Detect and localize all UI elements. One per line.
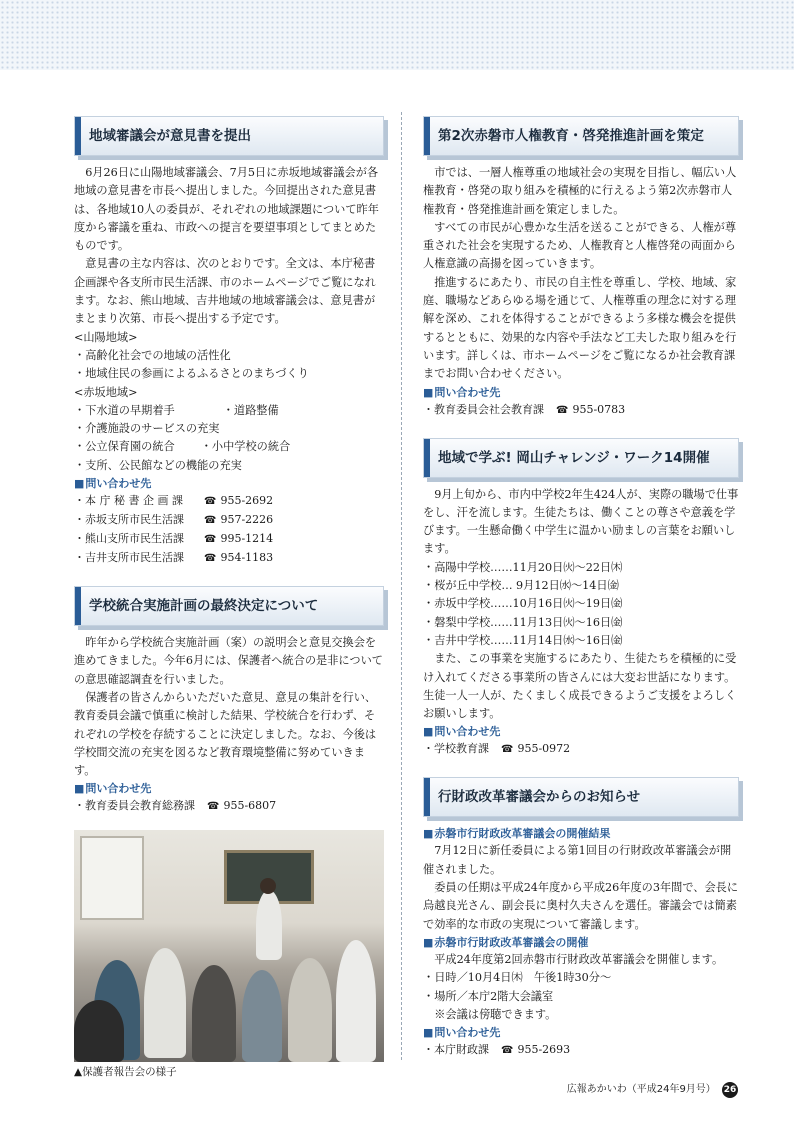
page-number: 26 <box>722 1082 738 1098</box>
contact-tel: 995-1214 <box>220 532 274 546</box>
contact-label: ■ 問い合わせ先 <box>74 475 384 492</box>
section-title: 学校統合実施計画の最終決定について <box>89 598 319 615</box>
section-regional-council <box>74 116 384 568</box>
contact-tel: 957-2226 <box>220 513 274 527</box>
photo-speaker <box>256 890 282 960</box>
schedule-item: ・赤坂中学校……10月16日㈫～19日㈮ <box>423 597 623 611</box>
phone-icon: ☎ <box>207 801 220 813</box>
meeting-photo <box>74 830 384 1062</box>
paragraph: 推進するにあたり、市民の自主性を尊重し、学校、地域、家庭、職場などあらゆる場を通じて、人権尊重の理念に対する理解を深め、これを体得することができるよう多様な機会を提供するとともに、効果的な内容や手法など工夫した取り組みを行います。詳しくは、市ホームページをご覧になるか社会教育課までお問い合わせください。 <box>423 275 737 381</box>
meeting-place: ・場所／本庁2階大会議室 <box>423 989 554 1003</box>
meeting-date: ・日時／10月4日㈭ 午後1時30分～ <box>423 971 612 985</box>
contact-row <box>423 740 739 759</box>
paragraph: また、この事業を実施するにあたり、生徒たちを積極的に受け入れてくださる事業所の皆さんには大変お世話になります。生徒一人一人が、たくましく成長できるようご支援をよろしくお願いします。 <box>423 652 737 721</box>
contact-row <box>423 1041 739 1060</box>
left-column <box>74 116 384 1098</box>
section-heading <box>423 116 739 156</box>
section-school-merger <box>74 586 384 1080</box>
section-heading <box>423 438 739 478</box>
contact-label: ■ 問い合わせ先 <box>423 723 739 740</box>
list-heading: <山陽地域> <box>74 330 138 344</box>
section-challenge-work <box>423 438 739 760</box>
section-title: 地域審議会が意見書を提出 <box>89 128 251 144</box>
phone-icon: ☎ <box>204 515 217 527</box>
contact-tel: 955-0972 <box>517 742 571 756</box>
paragraph: 平成24年度第2回赤磐市行財政改革審議会を開催します。 <box>434 952 724 966</box>
contact-row <box>423 401 739 420</box>
list-item: ・支所、公民館などの機能の充実 <box>74 458 242 472</box>
meeting-note: ※会議は傍聴できます。 <box>434 1007 557 1021</box>
photo-window <box>80 836 144 920</box>
phone-icon: ☎ <box>204 496 217 508</box>
contact-name: ・本庁財政課 <box>423 1043 489 1057</box>
paragraph: すべての市民が心豊かな生活を送ることができる、人権が尊重された社会を実現するため、人権教育と人権啓発の両面から人権意識の高揚を図っていきます。 <box>423 220 737 271</box>
paragraph: 9月上旬から、市内中学校2年生424人が、実際の職場で仕事をし、汗を流します。生徒たちは、働くことの尊さや意義を学びます。一生懸命働く中学生に温かい励ましの言葉をお願いします。 <box>423 487 739 556</box>
schedule-item: ・磐梨中学校……11月13日㈫～16日㈮ <box>423 615 623 629</box>
paragraph: 委員の任期は平成24年度から平成26年度の3年間で、会長に烏越良光さん、副会長に奥村久夫さんを選任。審議会では簡素で効率的な市政の実現について審議します。 <box>423 881 739 931</box>
publication-name: 広報あかいわ（平成24年9月号） <box>566 1084 716 1095</box>
paragraph: 市では、一層人権尊重の地域社会の実現を目指し、幅広い人権教育・啓発の取り組みを積極的に行えるよう第2次赤磐市人権教育・啓発推進計画を策定しました。 <box>423 166 737 216</box>
list-item: ・高齢化社会での地域の活性化 <box>74 348 231 362</box>
contact-tel: 955-6807 <box>223 799 277 813</box>
list-row <box>74 402 384 420</box>
list-item: ・下水道の早期着手 <box>74 403 175 417</box>
phone-icon: ☎ <box>204 534 217 546</box>
right-column <box>423 116 739 1078</box>
list-item: ・道路整備 <box>222 403 279 417</box>
contact-row <box>74 549 384 568</box>
list-row <box>74 438 384 456</box>
paragraph: 昨年から学校統合実施計画（案）の説明会と意見交換会を進めてきました。今年6月には、保護者へ統合の是非についての意思確認調査を行いました。 <box>74 636 383 686</box>
schedule-item: ・桜が丘中学校… 9月12日㈬～14日㈮ <box>423 579 619 593</box>
section-title: 地域で学ぶ! 岡山チャレンジ・ワーク14開催 <box>438 449 710 466</box>
list-item: ・介護施設のサービスの充実 <box>74 422 220 436</box>
contact-row <box>74 492 384 511</box>
paragraph: 意見書の主な内容は、次のとおりです。全文は、本庁秘書企画課や各支所市民生活課、市のホームページでご覧になれます。なお、熊山地域、吉井地域の地域審議会は、意見書がまとまり次第、市長へ提出する予定です。 <box>74 257 376 326</box>
paragraph: 6月26日に山陽地域審議会、7月5日に赤坂地域審議会が各地域の意見書を市長へ提出しました。今回提出された意見書は、各地域10人の委員が、それぞれの地域課題について昨年度から審議を重ね、市政への提言を要望事項としてまとめたものです。 <box>74 166 379 253</box>
schedule-item: ・高陽中学校……11月20日㈫～22日㈭ <box>423 560 623 574</box>
list-item: ・公立保育園の統合 <box>74 440 175 454</box>
schedule-item: ・吉井中学校……11月14日㈬～16日㈮ <box>423 633 623 647</box>
contact-row <box>74 530 384 549</box>
paragraph: 7月12日に新任委員による第1回目の行財政改革審議会が開催されました。 <box>423 844 732 876</box>
contact-name: ・教育委員会社会教育課 <box>423 402 544 416</box>
phone-icon: ☎ <box>501 744 514 756</box>
contact-name: ・教育委員会教育総務課 <box>74 799 195 813</box>
list-heading: <赤坂地域> <box>74 385 138 399</box>
contact-label: ■ 問い合わせ先 <box>423 384 739 401</box>
paragraph: 保護者の皆さんからいただいた意見、意見の集計を行い、教育委員会議で慎重に検討した結果、学校統合を行わず、それぞれの学校を存続することに決定しました。なお、今後は学校間交流の充実を図るなど教育環境整備に努めていきます。 <box>74 690 377 778</box>
section-human-rights-plan <box>423 116 739 420</box>
contact-name: ・学校教育課 <box>423 742 489 756</box>
contact-name: ・本 庁 秘 書 企 画 課 <box>74 494 183 508</box>
column-divider <box>401 112 402 1060</box>
subheading: ■ 赤磐市行財政改革審議会の開催結果 <box>423 825 739 842</box>
contact-tel: 955-2693 <box>517 1043 571 1057</box>
header-pattern-band <box>0 0 794 70</box>
subheading: ■ 赤磐市行財政改革審議会の開催 <box>423 934 739 951</box>
contact-tel: 955-0783 <box>572 402 626 416</box>
contact-label: ■ 問い合わせ先 <box>423 1024 739 1041</box>
section-title: 行財政改革審議会からのお知らせ <box>438 789 641 806</box>
contact-row <box>74 797 384 816</box>
phone-icon: ☎ <box>556 404 569 416</box>
contact-tel: 954-1183 <box>220 551 274 565</box>
contact-name: ・赤坂支所市民生活課 <box>74 513 184 527</box>
contact-tel: 955-2692 <box>220 494 274 508</box>
contact-row <box>74 511 384 530</box>
section-admin-reform <box>423 777 739 1060</box>
section-heading <box>74 116 384 156</box>
contact-name: ・熊山支所市民生活課 <box>74 532 184 546</box>
page-footer <box>567 1080 738 1098</box>
photo-caption: ▲保護者報告会の様子 <box>74 1066 177 1079</box>
list-item: ・地域住民の参画によるふるさとのまちづくり <box>74 367 309 381</box>
section-title: 第2次赤磐市人権教育・啓発推進計画を策定 <box>438 128 704 144</box>
phone-icon: ☎ <box>501 1045 514 1057</box>
section-heading <box>74 586 384 626</box>
contact-name: ・吉井支所市民生活課 <box>74 551 184 565</box>
phone-icon: ☎ <box>204 553 217 565</box>
list-item: ・小中学校の統合 <box>200 440 291 454</box>
section-heading <box>423 777 739 817</box>
contact-label: ■ 問い合わせ先 <box>74 780 384 797</box>
